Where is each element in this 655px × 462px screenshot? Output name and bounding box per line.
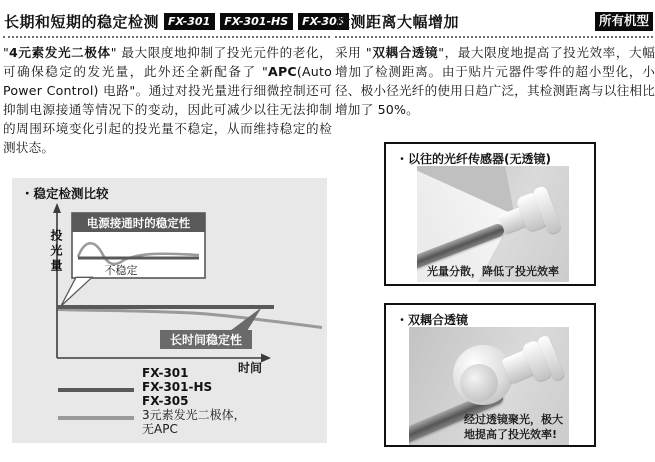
x-axis-label: 时间 <box>238 361 263 375</box>
left-section-header <box>4 11 345 32</box>
left-paragraph-text: " <box>3 45 9 60</box>
figure-no-lens-caption: 光量分散，降低了投光效率 <box>427 265 559 278</box>
right-paragraph-text2: "，最大限度地提高了投光效率，大幅增加了检测距离。由于贴片元器件零件的超小型化，小径、极小径光纤的使用日趋广泛，其检测距离与以往相比增加了 50%。 <box>335 45 655 117</box>
y-axis-label: 投光量 <box>49 229 63 274</box>
inset-header-label: 电源接通时的稳定性 <box>86 216 191 230</box>
inner-lens-ball-image <box>460 364 498 402</box>
annotation-label: 长时间稳定性 <box>169 333 243 347</box>
right-paragraph-bold-lens: 双耦合透镜 <box>371 45 439 60</box>
legend-3element-line1: 3元素发光二极体， <box>142 408 246 422</box>
left-paragraph-bold-led: 4元素发光二极体 <box>9 45 111 60</box>
right-section-header <box>335 11 653 32</box>
series-3element-curve <box>58 310 322 328</box>
right-section-title: 检测距离大幅增加 <box>335 13 460 31</box>
all-models-badge: 所有机型 <box>595 12 653 31</box>
callout-pointer <box>61 277 92 306</box>
x-axis-arrow-icon <box>261 354 271 363</box>
left-paragraph-text3: (Auto Power Control) 电路"。通过对投光量进行细微控制还可抑制电源接通等情况下的变动，因此可减少以往无法抑制的周围环境变化引起的投光量不稳定，从而维持稳定的检测状态。 <box>3 64 332 155</box>
model-badge-fx301hs: FX-301-HS <box>220 13 293 30</box>
stability-comparison-panel <box>12 178 327 443</box>
legend-gray-entry <box>142 408 246 436</box>
left-paragraph <box>3 43 332 157</box>
caption-line-1: 经过透镜聚光，极大 <box>464 413 563 426</box>
figure-double-lens-title: ・双耦合透镜 <box>396 313 469 327</box>
figure-no-lens-photo <box>417 166 569 282</box>
figure-double-lens-photo <box>409 327 569 445</box>
right-paragraph-text: 采用 " <box>335 45 372 60</box>
right-dotted-rule <box>335 36 653 38</box>
figure-double-lens-caption <box>464 413 563 442</box>
caption-line-2: 地提高了投光效率! <box>464 427 558 441</box>
model-badge-fx301: FX-301 <box>164 13 215 30</box>
panel-title: ・稳定检测比较 <box>21 186 109 201</box>
legend-dark-entry <box>142 366 212 408</box>
figure-no-lens-box <box>384 142 596 286</box>
legend-fx305: FX-305 <box>142 394 189 408</box>
y-axis-arrow-icon <box>53 203 61 213</box>
left-section-title: 长期和短期的稳定检测 <box>4 13 160 31</box>
model-badge-fx305: FX-305 <box>298 13 349 30</box>
legend-3element-line2: 无APC <box>142 422 178 436</box>
inset-unstable-label: 不稳定 <box>104 264 138 277</box>
legend-fx301hs: FX-301-HS <box>142 380 213 394</box>
figure-no-lens-title: ・以往的光纤传感器(无透镜) <box>396 152 551 166</box>
legend-fx301: FX-301 <box>142 366 189 380</box>
figure-double-lens-box <box>384 303 596 447</box>
left-paragraph-text2: " 最大限度地抑制了投光元件的老化，可确保稳定的发光量，此外还全新配备了 " <box>3 45 332 79</box>
right-paragraph <box>335 43 655 119</box>
left-paragraph-bold-apc: APC <box>268 64 297 79</box>
left-dotted-rule <box>3 36 330 38</box>
